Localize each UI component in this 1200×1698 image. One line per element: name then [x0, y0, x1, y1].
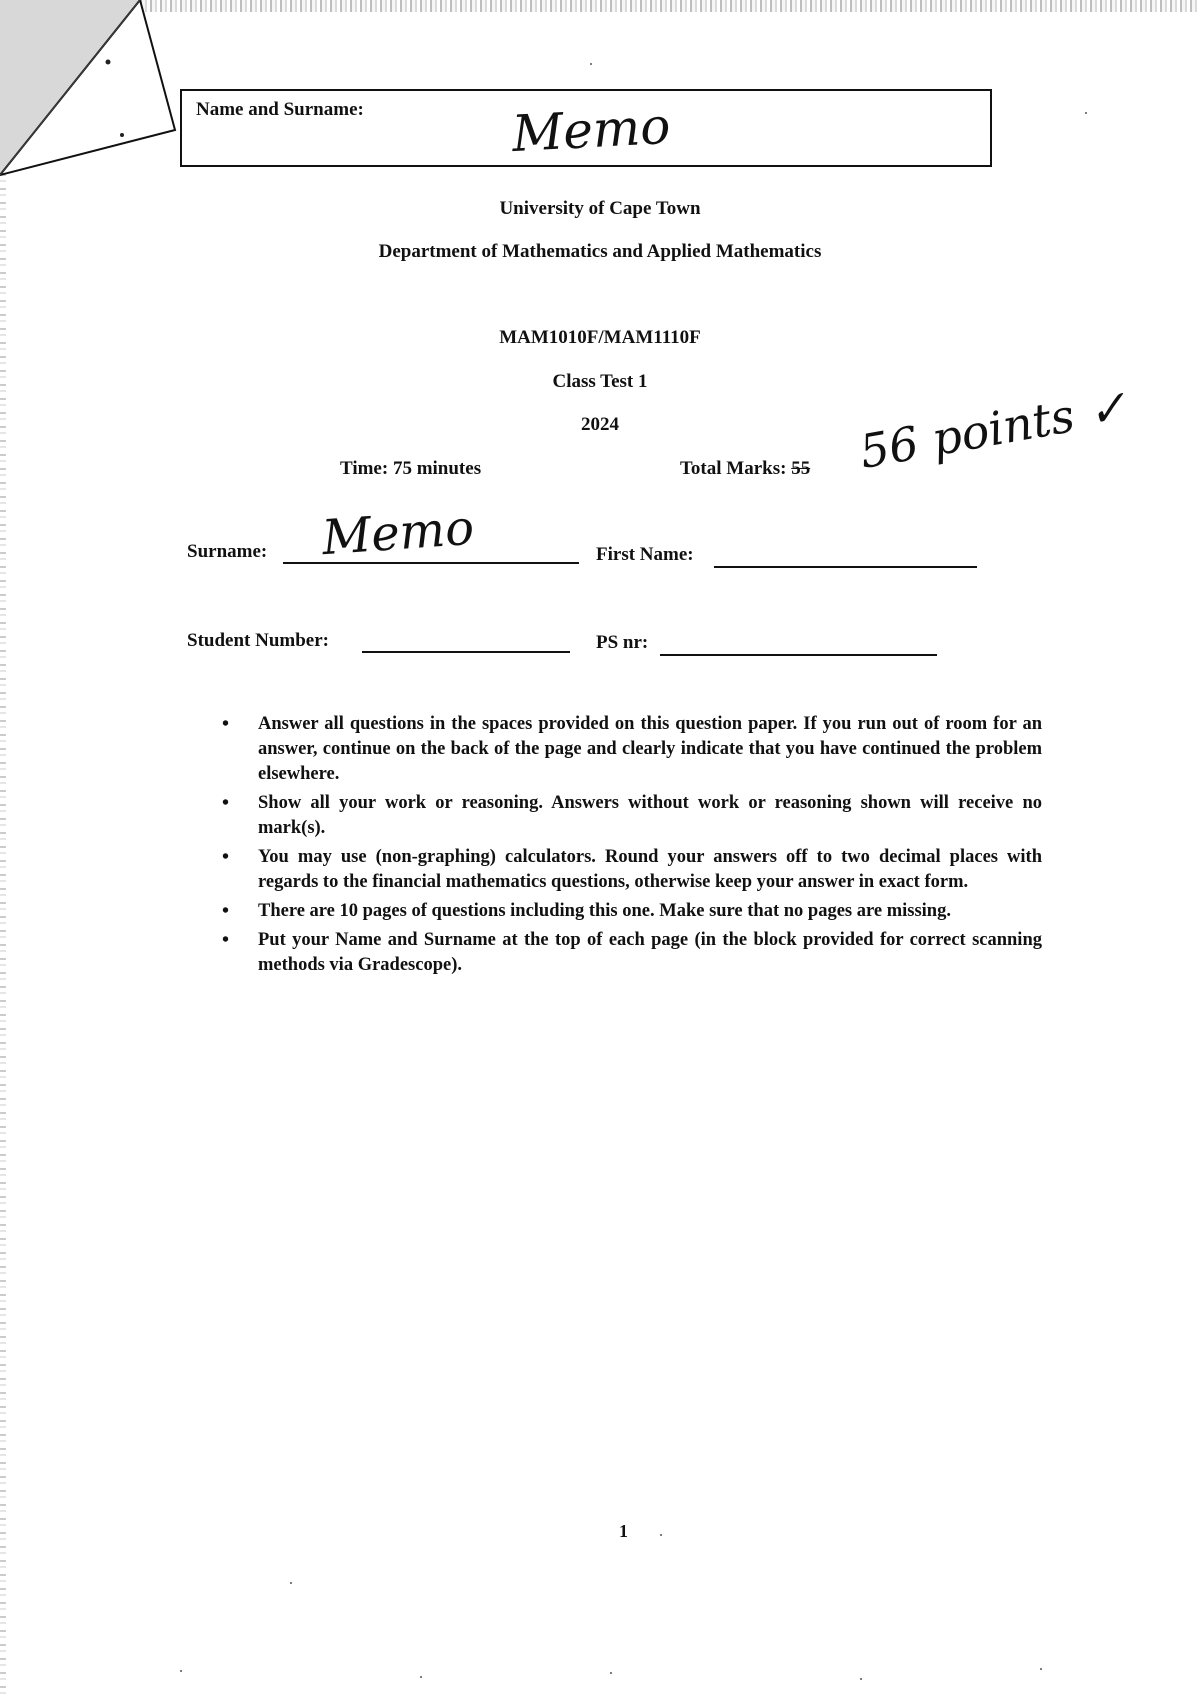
department-title: Department of Mathematics and Applied Mathematics: [378, 241, 822, 262]
handwritten-total-marks: 56 points ✓: [855, 378, 1131, 479]
instruction-item: • There are 10 pages of questions including this one. Make sure that no pages are missing.: [222, 899, 1042, 924]
time-allowed: Time: 75 minutes: [340, 458, 482, 479]
instruction-item: • Show all your work or reasoning. Answers without work or reasoning shown will receive no mark(s).: [222, 791, 1042, 841]
student-number-line[interactable]: [362, 651, 570, 653]
handwritten-surname: Memo: [320, 499, 476, 567]
scan-speck: [290, 1582, 292, 1584]
scan-speck: [180, 1670, 182, 1672]
handwritten-name: Memo: [510, 96, 672, 164]
total-marks: [680, 458, 810, 480]
surname-label: Surname:: [187, 541, 268, 562]
instruction-item: • You may use (non-graphing) calculators. Round your answers off to two decimal places with regards to the financial mathematics questions, otherwise keep your answer in exact form.: [222, 845, 1042, 895]
scan-speck: [1085, 112, 1087, 114]
test-name: Class Test 1: [552, 371, 648, 392]
total-marks-struck: 55: [791, 458, 811, 479]
scan-speck: [420, 1676, 422, 1678]
instruction-item: • Put your Name and Surname at the top of each page (in the block provided for correct scanning methods via Gradescope).: [222, 928, 1042, 978]
scan-speck: [660, 1534, 662, 1536]
instruction-item: • Answer all questions in the spaces provided on this question paper. If you run out of room for an answer, continue on the back of the page and clearly indicate that you have continued the problem elsewhere.: [222, 712, 1042, 787]
test-year: 2024: [581, 414, 619, 435]
name-surname-label: Name and Surname:: [196, 99, 364, 120]
scan-edge-top: [120, 0, 1200, 12]
first-name-label: First Name:: [596, 544, 694, 565]
first-name-line[interactable]: [714, 566, 977, 568]
name-surname-box[interactable]: [180, 89, 992, 167]
page-number: 1: [619, 1521, 628, 1541]
folded-corner-icon: [0, 0, 190, 190]
instructions-list: [222, 712, 1042, 982]
scan-speck: [1040, 1668, 1042, 1670]
total-marks-label: Total Marks:: [680, 458, 787, 479]
student-number-label: Student Number:: [187, 630, 329, 651]
scan-speck: [860, 1678, 862, 1680]
scan-speck: [610, 1672, 612, 1674]
university-title: University of Cape Town: [499, 198, 701, 219]
ps-number-line[interactable]: [660, 654, 937, 656]
ps-number-label: PS nr:: [596, 632, 649, 653]
course-code: MAM1010F/MAM1110F: [499, 327, 701, 348]
scan-speck: [590, 63, 592, 65]
